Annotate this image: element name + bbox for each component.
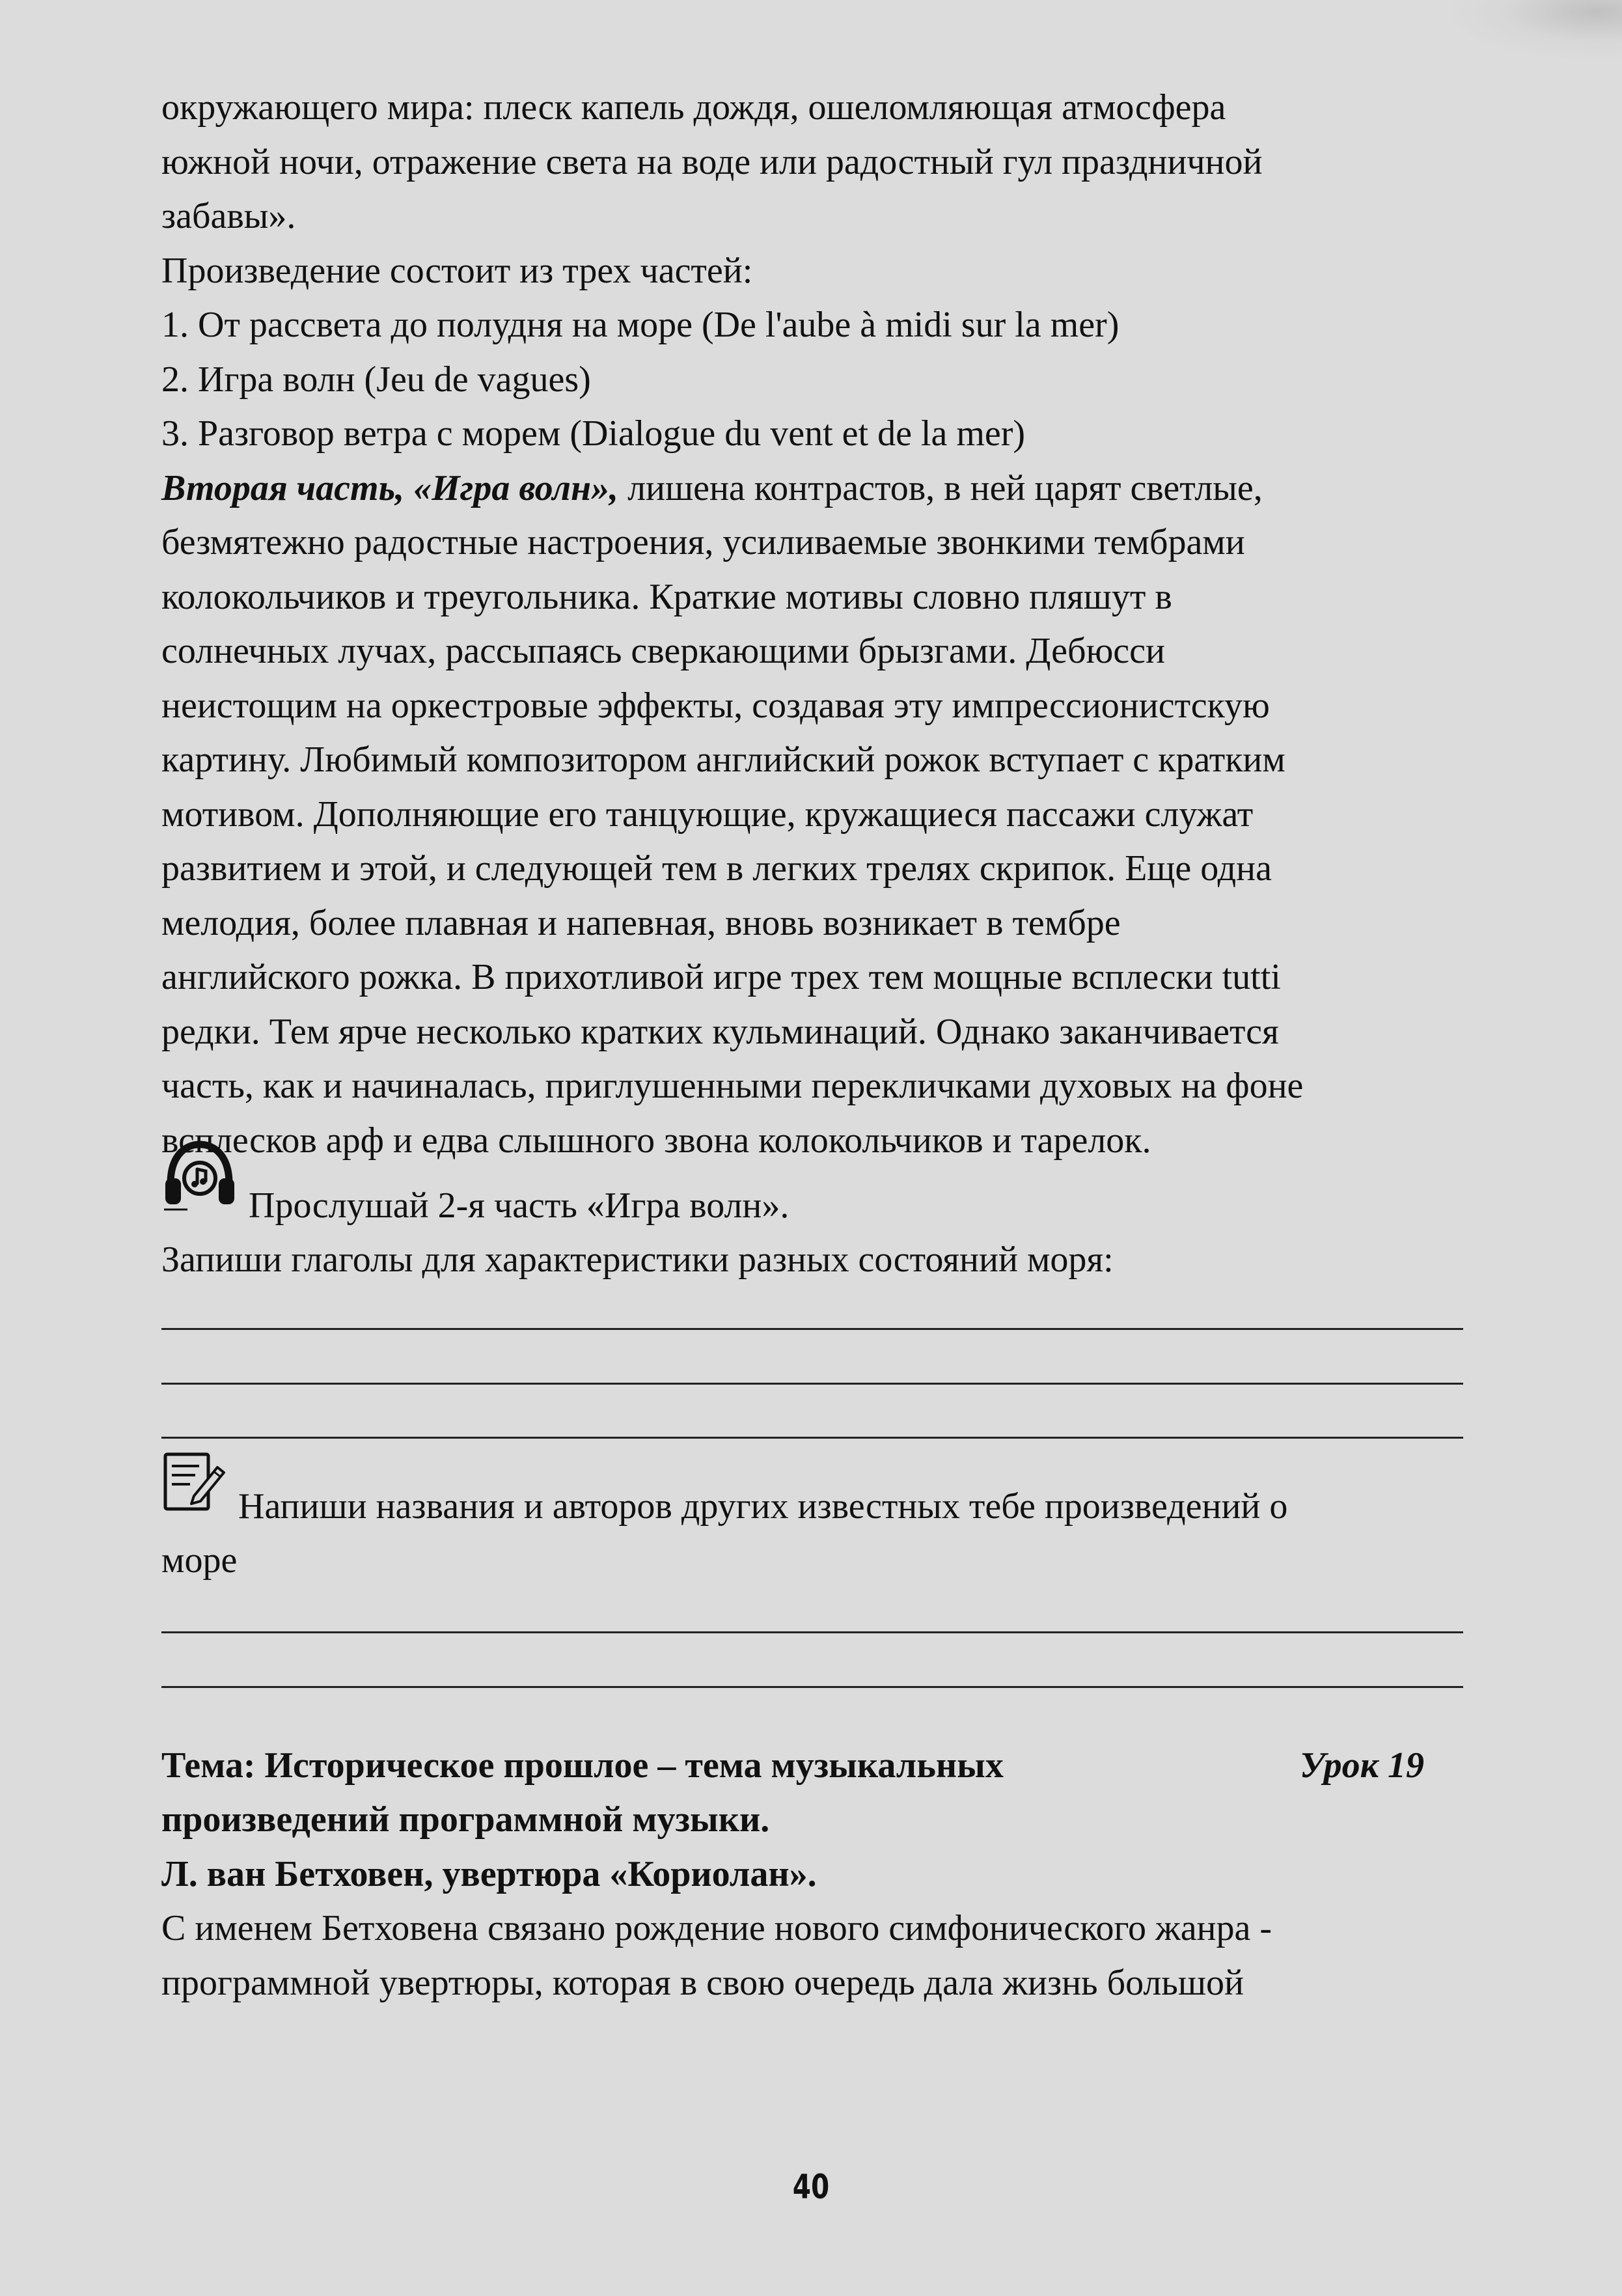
notepad-pencil-icon bbox=[161, 1450, 228, 1529]
part-item: 3. Разговор ветра с морем (Dialogue du vent et de la mer) bbox=[161, 413, 1026, 454]
text-line: мелодия, более плавная и напевная, вновь возникает в тембре bbox=[161, 902, 1121, 943]
text-line: С именем Бетховена связано рождение нового симфонического жанра - bbox=[161, 1908, 1272, 1948]
text-line: развитием и этой, и следующей тем в легких трелях скрипок. Еще одна bbox=[161, 848, 1272, 889]
write-task-text: Напиши названия и авторов других известных тебе произведений о bbox=[238, 1486, 1288, 1527]
headphones-icon bbox=[161, 1141, 238, 1228]
answer-line[interactable] bbox=[161, 1591, 1463, 1646]
lesson-topic-cont: произведений программной музыки. bbox=[161, 1799, 770, 1840]
scan-corner-smudge bbox=[1453, 0, 1622, 59]
listen-task bbox=[161, 1168, 1463, 1233]
text-line: всплесков арф и едва слышного звона колокольчиков и тарелок. bbox=[161, 1120, 1151, 1161]
write-task-text-cont: море bbox=[161, 1540, 238, 1581]
write-task bbox=[161, 1450, 1463, 1534]
text-line: редки. Тем ярче несколько кратких кульминаций. Однако заканчивается bbox=[161, 1011, 1279, 1052]
answer-line[interactable] bbox=[161, 1645, 1463, 1700]
second-part-lead bbox=[161, 462, 1463, 516]
parts-heading: Произведение состоит из трех частей: bbox=[161, 250, 753, 291]
second-part-title: Вторая часть, «Игра волн», bbox=[161, 467, 619, 508]
text-line: южной ночи, отражение света на воде или радостный гул праздничной bbox=[161, 141, 1263, 182]
text-line: программной увертюры, которая в свою очередь дала жизнь большой bbox=[161, 1962, 1244, 2003]
part-item: 1. От рассвета до полудня на море (De l'aube à midi sur la mer) bbox=[161, 305, 1120, 345]
answer-line[interactable] bbox=[161, 1396, 1463, 1451]
text-line: картину. Любимый композитором английский рожок вступает с кратким bbox=[161, 740, 1285, 780]
part-item: 2. Игра волн (Jeu de vagues) bbox=[161, 359, 591, 400]
lesson-number: Урок 19 bbox=[1299, 1745, 1424, 1786]
text-line: часть, как и начиналась, приглушенными перекличками духовых на фоне bbox=[161, 1066, 1304, 1106]
page-number: 40 bbox=[792, 2168, 830, 2207]
lesson-topic: Тема: Историческое прошлое – тема музыкальных bbox=[161, 1745, 1004, 1786]
page-content bbox=[161, 81, 1463, 2010]
lesson-topic-row bbox=[161, 1739, 1463, 1793]
text-line: мотивом. Дополняющие его танцующие, кружащиеся пассажи служат bbox=[161, 794, 1254, 835]
listen-task-text: Прослушай 2-я часть «Игра волн». bbox=[249, 1185, 790, 1226]
second-part-lead-text: лишена контрастов, в ней царят светлые, bbox=[618, 467, 1263, 508]
lesson-subtitle: Л. ван Бетховен, увертюра «Кориолан». bbox=[161, 1853, 817, 1894]
text-line: окружающего мира: плеск капель дождя, ошеломляющая атмосфера bbox=[161, 87, 1226, 128]
text-line: неистощим на оркестровые эффекты, создавая эту импрессионистскую bbox=[161, 685, 1270, 726]
text-line: солнечных лучах, рассыпаясь сверкающими брызгами. Дебюсси bbox=[161, 631, 1165, 671]
text-line: колокольчиков и треугольника. Краткие мотивы словно пляшут в bbox=[161, 576, 1172, 617]
section-gap bbox=[161, 1700, 1463, 1739]
text-line: английского рожка. В прихотливой игре трех тем мощные всплески tutti bbox=[161, 957, 1281, 997]
text-line: безмятежно радостные настроения, усиливаемые звонкими тембрами bbox=[161, 522, 1245, 562]
text-line: забавы». bbox=[161, 196, 296, 236]
answer-line[interactable] bbox=[161, 1288, 1463, 1342]
answer-line[interactable] bbox=[161, 1342, 1463, 1396]
listen-task-instruction: Запиши глаголы для характеристики разных состояний моря: bbox=[161, 1239, 1114, 1280]
